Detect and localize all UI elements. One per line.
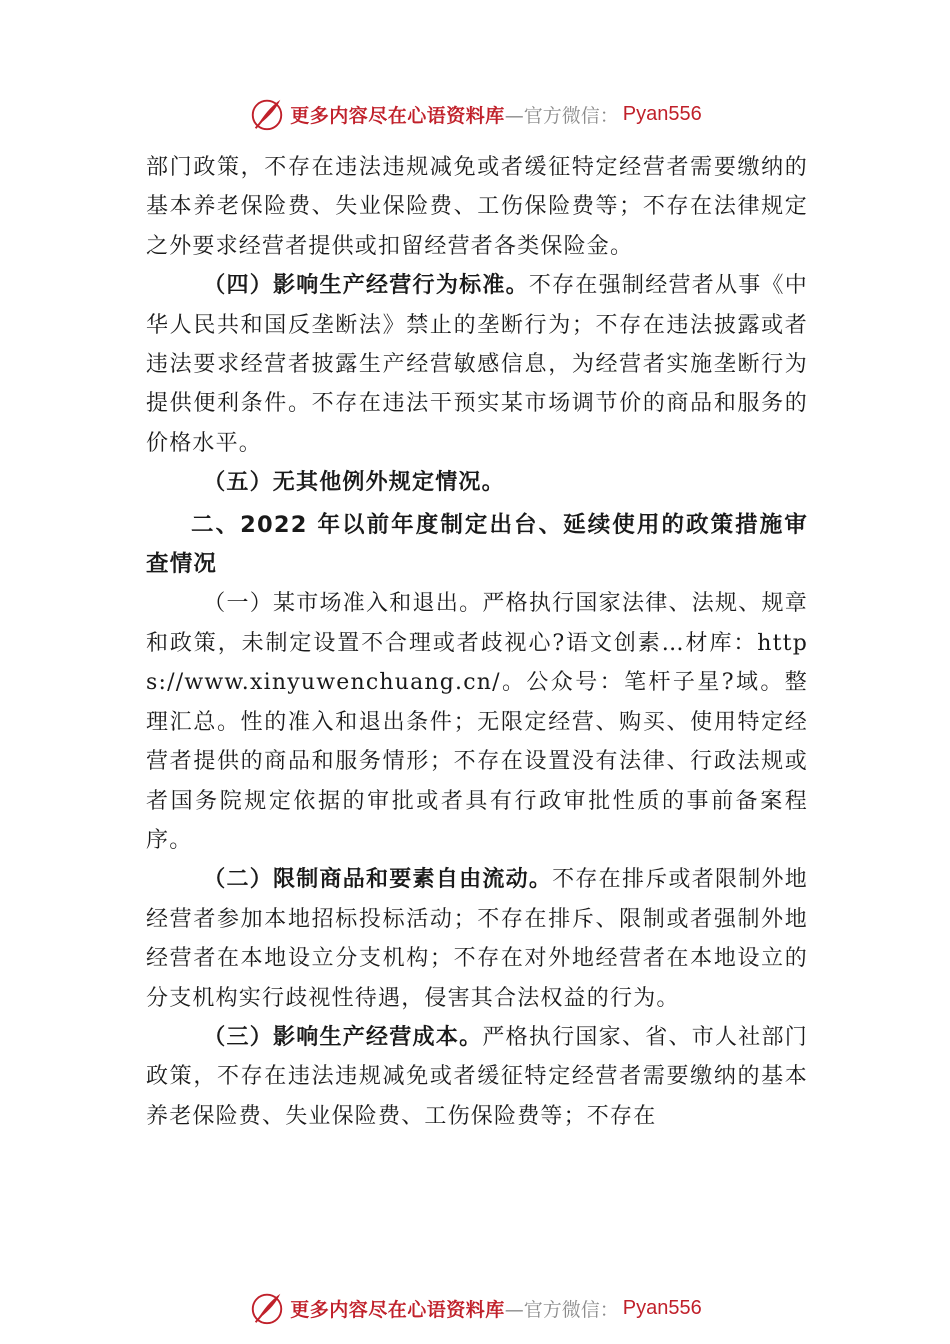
paragraph-text: 不存在排斥或者限制外地经营者参加本地招标投标活动；不存在排斥、限制或者强制外地经营者在本地设立分支机构；不存在对外地经营者在本地设立的分支机构实行歧视性待遇，侵害其合法权益的行为。: [146, 867, 808, 1011]
watermark-label: —官方微信：: [504, 1298, 619, 1321]
paragraph-text: 严格执行国家法律、法规、规章和政策，未制定设置不合理或者歧视心?语文创素…材库：https://www.xinyuwenchuang.cn/。公众号：笔杆子星?域。整理汇总。性的准入和退出条件；无限定经营、购买、使用特定经营者提供的商品和服务情形；不存在设置没有法律、行政法规或者国务院规定依据的审批或者具有行政审批性质的事前备案程序。: [146, 591, 808, 853]
paragraph: [146, 266, 808, 463]
paragraph-lead: （一）某市场准入和退出。: [203, 591, 483, 617]
paragraph: [146, 584, 808, 860]
paragraph: [146, 463, 808, 502]
paragraph-lead: （四）影响生产经营行为标准。: [203, 272, 529, 299]
paragraph-text: 不存在强制经营者从事《中华人民共和国反垄断法》禁止的垄断行为；不存在违法披露或者违法要求经营者披露生产经营敏感信息，为经营者实施垄断行为提供便利条件。不存在违法干预实某市场调节价的商品和服务的价格水平。: [146, 273, 808, 456]
watermark-banner-top: [0, 92, 950, 136]
paragraph: [146, 860, 808, 1018]
section-heading: 二、2022 年以前年度制定出台、延续使用的政策措施审查情况: [146, 511, 808, 578]
paragraph-lead: （五）无其他例外规定情况。: [203, 469, 505, 496]
watermark-label: —官方微信：: [504, 104, 619, 127]
paragraph: [146, 1018, 808, 1136]
paragraph-text: 严格执行国家、省、市人社部门政策，不存在违法违规减免或者缓征特定经营者需要缴纳的基本养老保险费、失业保险费、工伤保险费等；不存在: [146, 1024, 808, 1129]
watermark-banner-bottom: [0, 1286, 950, 1330]
quill-pen-icon: [248, 1289, 286, 1327]
watermark-title: 更多内容尽在心语资料库: [290, 1298, 505, 1321]
paragraph-lead: （三）影响生产经营成本。: [203, 1023, 483, 1050]
document-body: [146, 148, 808, 1136]
watermark-wechat-id: Pyan556: [622, 102, 702, 125]
watermark-title: 更多内容尽在心语资料库: [290, 104, 505, 127]
paragraph-lead: （二）限制商品和要素自由流动。: [203, 866, 553, 893]
quill-pen-icon: [248, 95, 286, 133]
paragraph: 部门政策，不存在违法违规减免或者缓征特定经营者需要缴纳的基本养老保险费、失业保险费、工伤保险费等；不存在法律规定之外要求经营者提供或扣留经营者各类保险金。: [146, 155, 808, 259]
watermark-wechat-id: Pyan556: [622, 1296, 702, 1319]
